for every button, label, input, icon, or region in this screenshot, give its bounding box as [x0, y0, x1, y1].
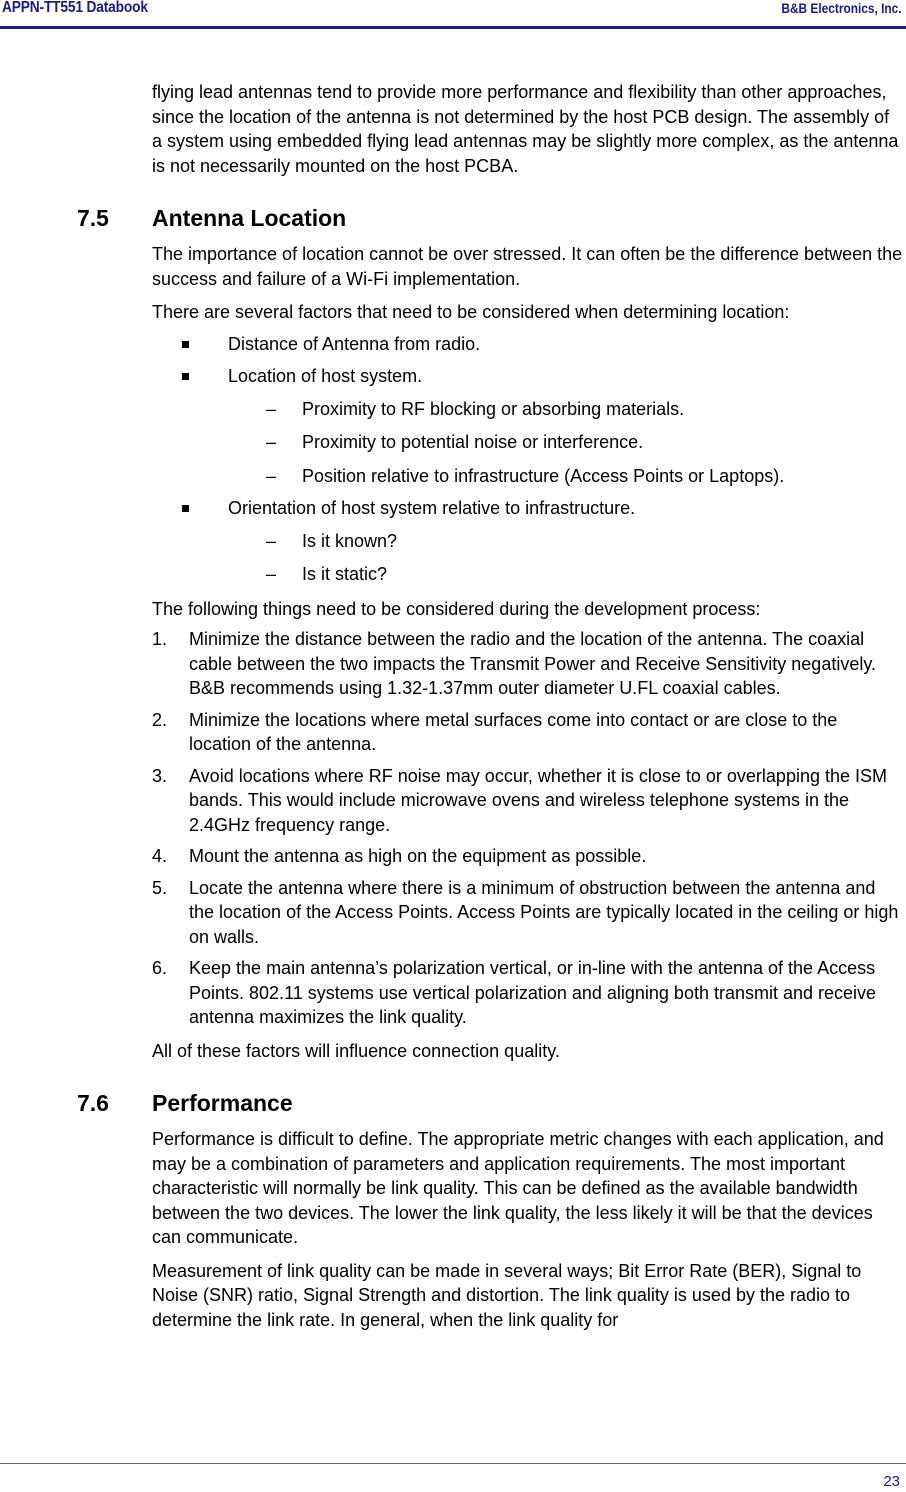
sublist-item-text: Position relative to infrastructure (Access Points or Laptops). [302, 465, 785, 486]
item-number: 5. [152, 877, 168, 898]
paragraph: The importance of location cannot be over stressed. It can often be the difference between the success and failure of a Wi-Fi implementation. [152, 244, 903, 289]
section-heading-performance [77, 1089, 904, 1117]
section-number: 7.6 [77, 1090, 109, 1116]
numbered-item [152, 627, 904, 701]
numbered-item [152, 764, 904, 838]
sublist-item [152, 562, 904, 587]
item-number: 4. [152, 846, 168, 866]
item-number: 6. [152, 958, 168, 978]
page-header [0, 0, 906, 31]
square-bullet-icon [182, 341, 189, 348]
item-number: 3. [152, 765, 168, 786]
sublist-item [152, 529, 904, 554]
square-bullet-icon [182, 373, 189, 380]
location-sublist [228, 397, 904, 489]
item-text: Keep the main antenna’s polarization vertical, or in-line with the antenna of the Access Points. 802.11 systems use vertical polarization and aligning both transmit and receive antenna maximizes the link quality. [189, 958, 877, 1027]
paragraph: There are several factors that need to be considered when determining location: [152, 302, 790, 322]
list-item [152, 364, 904, 488]
numbered-item [152, 708, 904, 757]
factor-list [152, 332, 904, 587]
company-name: B&B Electronics, Inc. [781, 1, 902, 16]
section-heading-antenna-location [77, 204, 904, 232]
sublist-item [152, 430, 904, 455]
orientation-sublist [228, 529, 904, 587]
item-text: Mount the antenna as high on the equipment as possible. [189, 846, 647, 866]
item-text: Locate the antenna where there is a minimum of obstruction between the antenna and the location of the Access Points. Access Points are typically located in the ceiling or high on walls. [189, 877, 899, 947]
paragraph: Measurement of link quality can be made in several ways; Bit Error Rate (BER), Signal to Noise (SNR) ratio, Signal Strength and distortion. The link quality is used by the radio to determine the link rate. In general, when the link quality for [152, 1260, 862, 1330]
header-rule [0, 26, 906, 29]
development-steps [152, 627, 904, 1030]
item-text: Avoid locations where RF noise may occur, whether it is close to or overlapping the ISM bands. This would include microwave ovens and wireless telephone systems in the 2.4GHz frequency range. [189, 765, 888, 835]
item-number: 2. [152, 709, 168, 730]
sublist-item [152, 464, 904, 489]
item-text: Minimize the distance between the radio and the location of the antenna. The coaxial cable between the two impacts the Transmit Power and Receive Sensitivity negatively. B&B recommends using 1.32-1.37mm outer diameter U.FL coaxial cables. [189, 629, 877, 698]
numbered-item [152, 876, 904, 950]
section-number: 7.5 [77, 205, 109, 231]
sublist-item-text: Is it known? [302, 530, 398, 551]
list-item [152, 332, 904, 357]
section-title: Antenna Location [152, 205, 347, 231]
numbered-item [152, 844, 904, 869]
dash-bullet-icon: – [266, 564, 277, 584]
dash-bullet-icon: – [266, 465, 277, 486]
sublist-item-text: Proximity to RF blocking or absorbing materials. [302, 398, 685, 419]
paragraph: Performance is difficult to define. The appropriate metric changes with each application, and may be a combination of parameters and application requirements. The most important characteristic will normally be link quality. This can be defined as the available bandwidth between the two devices. The lower the link quality, the less likely it will be that the devices can communicate. [152, 1129, 884, 1247]
item-number: 1. [152, 629, 168, 649]
dash-bullet-icon: – [266, 432, 277, 452]
footer-rule [0, 1463, 906, 1464]
paragraph: The following things need to be considered during the development process: [152, 598, 761, 619]
section-title: Performance [152, 1090, 293, 1116]
paragraph: All of these factors will influence connection quality. [152, 1040, 560, 1061]
numbered-item [152, 956, 904, 1030]
sublist-item-text: Is it static? [302, 564, 388, 584]
document-title: APPN-TT551 Databook [2, 0, 148, 16]
page-number: 23 [883, 1473, 900, 1490]
list-item-text: Orientation of host system relative to infrastructure. [228, 498, 636, 518]
dash-bullet-icon: – [266, 530, 277, 551]
list-item-text: Distance of Antenna from radio. [228, 333, 481, 354]
square-bullet-icon [182, 505, 189, 512]
sublist-item-text: Proximity to potential noise or interference. [302, 432, 644, 452]
dash-bullet-icon: – [266, 398, 277, 419]
item-text: Minimize the locations where metal surfaces come into contact or are close to the location of the antenna. [189, 709, 838, 754]
intro-paragraph: flying lead antennas tend to provide more performance and flexibility than other approaches, since the location of the antenna is not determined by the host PCB design. The assembly of a system using embedded flying lead antennas may be slightly more complex, as the antenna is not necessarily mounted on the host PCBA. [152, 82, 899, 176]
list-item [152, 496, 904, 587]
page-content [77, 80, 904, 1341]
sublist-item [152, 397, 904, 422]
list-item-text: Location of host system. [228, 366, 423, 386]
